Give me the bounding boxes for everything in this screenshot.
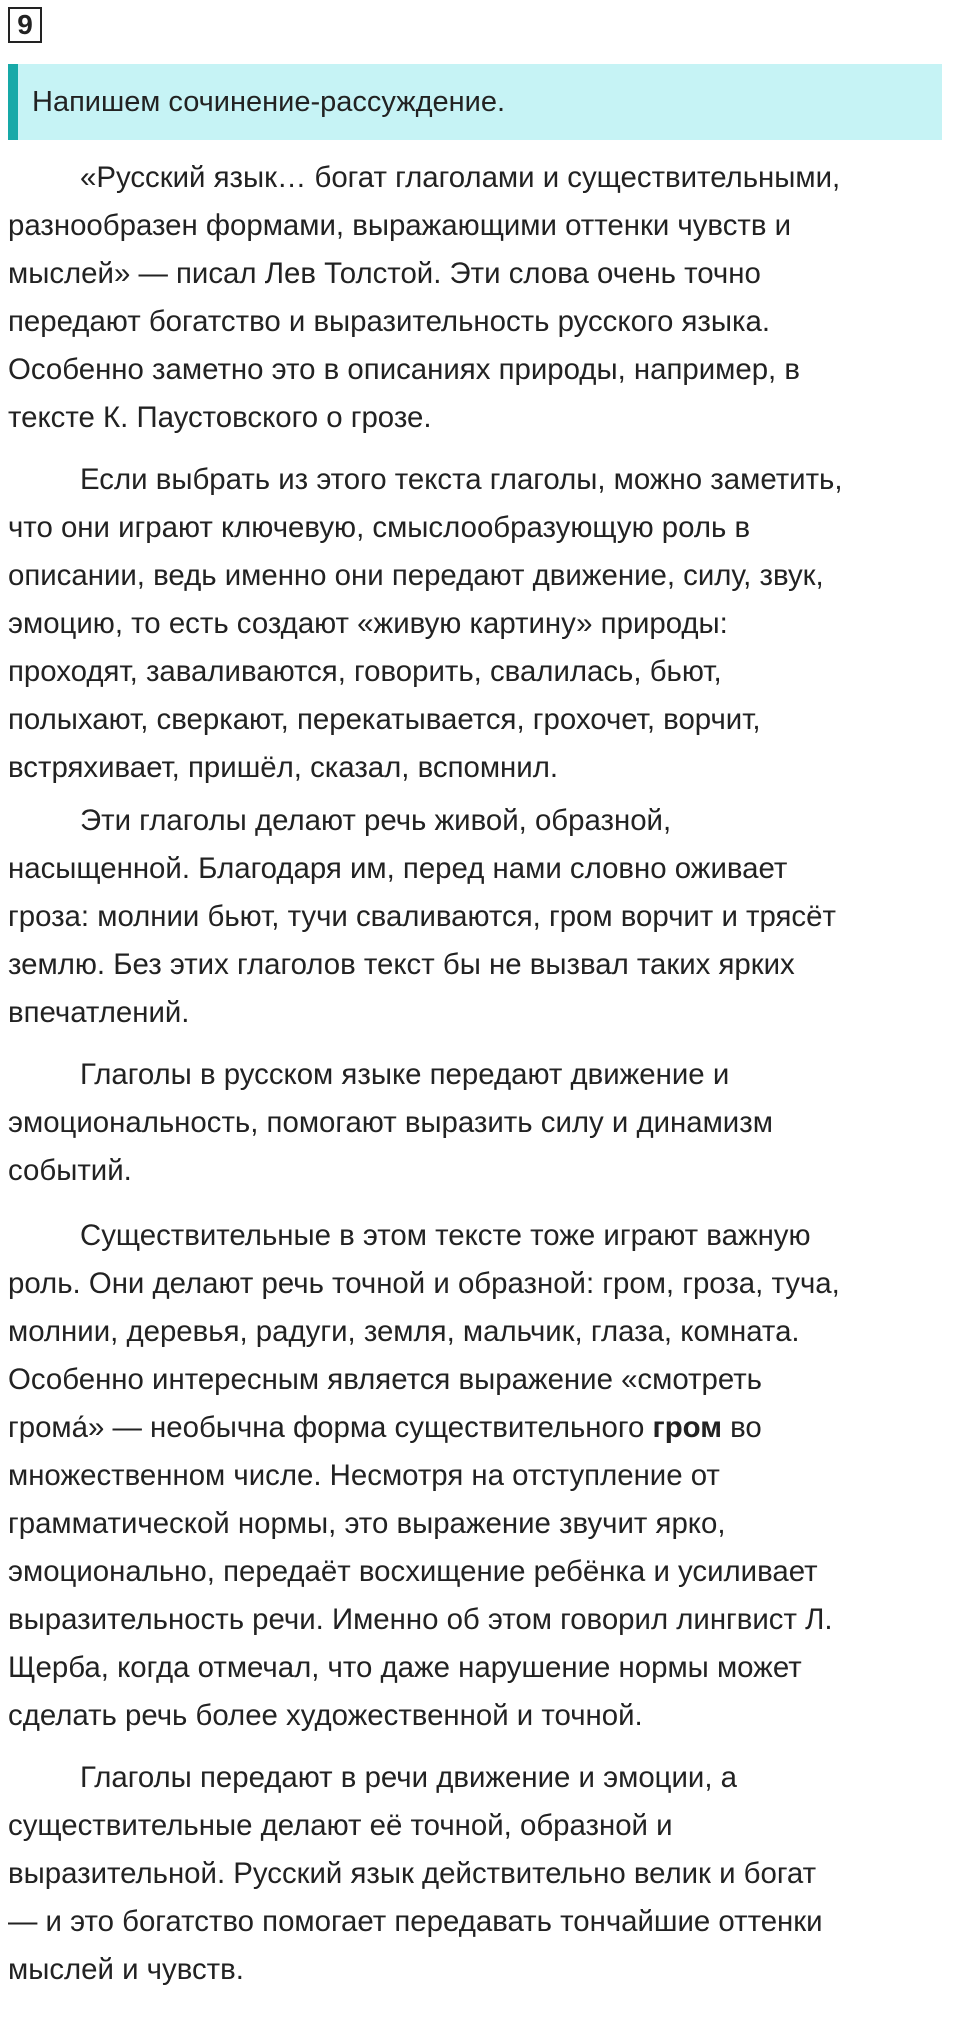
essay-line: Глаголы передают в речи движение и эмоции, а — [80, 1761, 738, 1794]
essay-text-segment: грома́» — необычна форма существительного — [8, 1411, 653, 1444]
essay-line: эмоционально, передаёт восхищение ребёнка и усиливает — [8, 1555, 818, 1588]
essay-line: эмоцию, то есть создают «живую картину» природы: — [8, 607, 728, 640]
essay-line: описании, ведь именно они передают движение, силу, звук, — [8, 559, 824, 592]
essay-line: Щерба, когда отмечал, что даже нарушение нормы может — [8, 1651, 802, 1684]
essay-line: гроза: молнии бьют, тучи сваливаются, гром ворчит и трясёт — [8, 900, 836, 933]
essay-line: «Русский язык… богат глаголами и существительными, — [80, 161, 841, 194]
essay-line: выразительной. Русский язык действительно велик и богат — [8, 1857, 817, 1890]
essay-paragraph-3 — [8, 797, 950, 1037]
essay-line: землю. Без этих глаголов текст бы не вызвал таких ярких — [8, 948, 795, 981]
essay-line: проходят, заваливаются, говорить, свалилась, бьют, — [8, 655, 722, 688]
essay-line: насыщенной. Благодаря им, перед нами словно оживает — [8, 852, 788, 885]
essay-text — [8, 154, 950, 1994]
essay-line: что они играют ключевую, смыслообразующую роль в — [8, 511, 751, 544]
essay-line: разнообразен формами, выражающими оттенки чувств и — [8, 209, 792, 242]
essay-line: выразительность речи. Именно об этом говорил лингвист Л. — [8, 1603, 833, 1636]
essay-line: молнии, деревья, радуги, земля, мальчик, глаза, комната. — [8, 1315, 800, 1348]
essay-line: встряхивает, пришёл, сказал, вспомнил. — [8, 751, 559, 784]
essay-line: Существительные в этом тексте тоже играют важную — [80, 1219, 811, 1252]
essay-line: грамматической нормы, это выражение звучит ярко, — [8, 1507, 726, 1540]
essay-line: тексте К. Паустовского о грозе. — [8, 401, 432, 434]
essay-line: существительные делают её точной, образной и — [8, 1809, 673, 1842]
essay-line: мыслей и чувств. — [8, 1953, 244, 1986]
emphasized-word: гром — [652, 1411, 722, 1444]
essay-paragraph-2 — [8, 456, 950, 792]
essay-line: полыхают, сверкают, перекатывается, грохочет, ворчит, — [8, 703, 761, 736]
essay-line: Особенно заметно это в описаниях природы, например, в — [8, 353, 800, 386]
essay-line: эмоциональность, помогают выразить силу и динамизм — [8, 1106, 773, 1139]
essay-line: Глаголы в русском языке передают движение и — [80, 1058, 730, 1091]
essay-line: роль. Они делают речь точной и образной: гром, гроза, туча, — [8, 1267, 840, 1300]
essay-line: сделать речь более художественной и точной. — [8, 1699, 643, 1732]
essay-paragraph-6 — [8, 1754, 950, 1994]
essay-line: множественном числе. Несмотря на отступление от — [8, 1459, 720, 1492]
essay-line-with-emphasis — [8, 1404, 950, 1452]
essay-line: Особенно интересным является выражение «смотреть — [8, 1363, 762, 1396]
essay-paragraph-1 — [8, 154, 950, 442]
essay-line: впечатлений. — [8, 996, 190, 1029]
essay-line: Если выбрать из этого текста глаголы, можно заметить, — [80, 463, 843, 496]
essay-paragraph-5 — [8, 1212, 950, 1740]
essay-text-segment: во — [721, 1411, 762, 1444]
essay-line: передают богатство и выразительность русского языка. — [8, 305, 771, 338]
assignment-banner: Напишем сочинение-рассуждение. — [8, 64, 942, 140]
essay-line: Эти глаголы делают речь живой, образной, — [80, 804, 672, 837]
essay-paragraph-4 — [8, 1051, 950, 1195]
essay-line: мыслей» — писал Лев Толстой. Эти слова очень точно — [8, 257, 761, 290]
task-number-badge: 9 — [8, 7, 42, 43]
essay-line: — и это богатство помогает передавать тончайшие оттенки — [8, 1905, 823, 1938]
essay-line: событий. — [8, 1154, 132, 1187]
